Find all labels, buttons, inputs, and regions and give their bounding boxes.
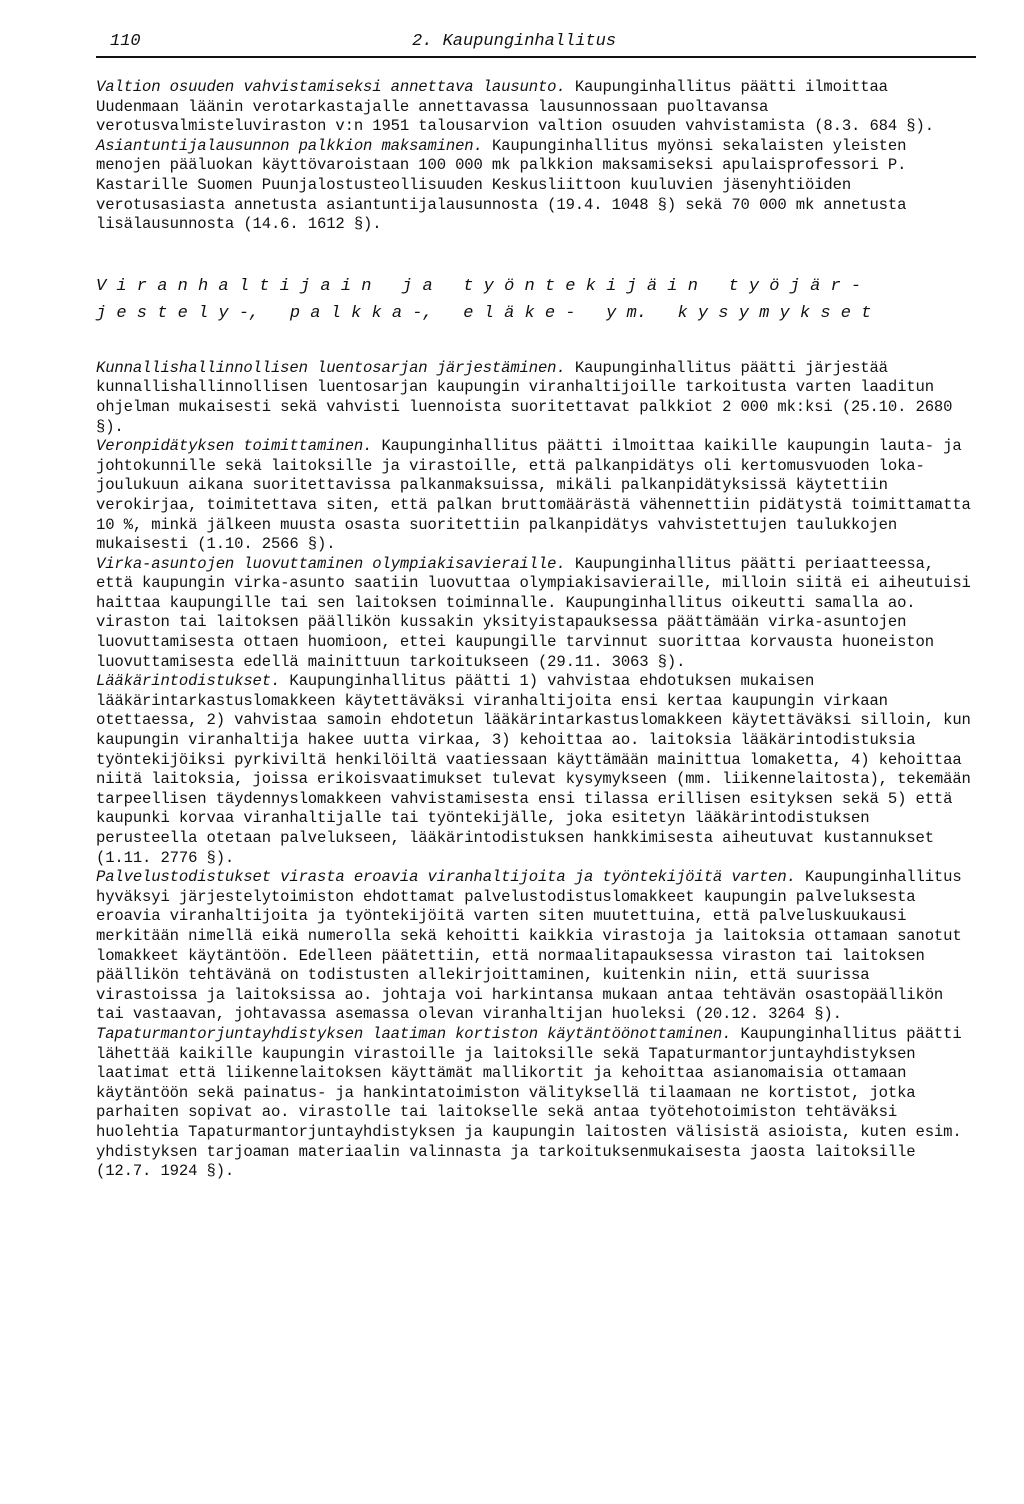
paragraph-title: Palvelustodistukset virasta eroavia viranhaltijoita ja työntekijöitä varten. <box>96 868 796 887</box>
paragraph <box>96 672 976 868</box>
section-heading-line-1: V i r a n h a l t i j a i n j a t y ö n t e k i j ä i n t y ö j ä r - <box>96 276 862 296</box>
paragraph <box>96 555 976 673</box>
paragraph-text: Kaupunginhallitus päätti järjestää kunnallishallinnollisen luentosarjan kaupungin viranhaltijoille tarkoitusta varten laaditun ohjelman mukaisesti sekä vahvisti luennoista suoritettavat palkkiot 2 000 mk:ksi (25.10. 2680 §). <box>96 358 953 436</box>
paragraph <box>96 359 976 437</box>
paragraph <box>96 868 976 1025</box>
paragraph-text: Kaupunginhallitus hyväksyi järjestelytoimiston ehdottamat palvelustodistuslomakkeet kaupungin palveluksesta eroavia viranhaltijoita ja työntekijöitä varten siten muutettuina, että palveluskuukausi merkitään nimellä eikä numerolla sekä kehoitti kaikkia virastoja ja laitoksia ottamaan sanotut lomakkeet käytäntöön. Edelleen päätettiin, että normaalitapauksessa viraston tai laitoksen päällikön tehtävänä on todistusten allekirjoittaminen, kuitenkin niin, että suurissa virastoissa ja laitoksissa ao. johtaja voi harkintansa mukaan antaa tehtävän osastopäällikön tai vastaavan, johtavassa asemassa olevan viranhaltijan huoleksi (20.12. 3264 §). <box>96 868 962 1024</box>
running-head: 2. Kaupunginhallitus <box>412 32 617 51</box>
section-heading <box>96 273 976 327</box>
page-number: 110 <box>110 32 141 51</box>
body-text <box>96 78 976 1182</box>
paragraph-text: Kaupunginhallitus päätti ilmoittaa Uudenmaan läänin verotarkastajalle annettavassa lausunnossaan puoltavansa verotusvalmisteluviraston v:n 1951 talousarvion valtion osuuden vahvistamista (8.3. 684 §). <box>96 78 934 136</box>
paragraph-title: Virka-asuntojen luovuttaminen olympiakisavieraille. <box>96 554 566 573</box>
paragraph-title: Valtion osuuden vahvistamiseksi annettava lausunto. <box>96 78 566 96</box>
paragraph-text: Kaupunginhallitus päätti ilmoittaa kaikille kaupungin lauta- ja johtokunnille sekä laitoksille ja virastoille, että palkanpidätys oli kertomusvuoden loka-joulukuun aikana suoritettavissa palkanmaksuissa, mikäli palkanpidätyksissä käytettiin verokirjaa, toimitettava siten, että palkan bruttomäärästä vähennettiin pidätystä toimittamatta 10 %, minkä jälkeen muusta osasta suoritettiin palkanpidätys vahvistettujen taulukkojen mukaisesti (1.10. 2566 §). <box>96 437 971 554</box>
paragraph-text: Kaupunginhallitus päätti lähettää kaikille kaupungin virastoille ja laitoksille sekä Tapaturmantorjuntayhdistyksen laatimat että liikennelaitoksen käyttämät mallikortit ja kehoittaa asianomaisia ottamaan käytäntöön sekä painatus- ja hankintatoimiston välityksellä tilaamaan ne kortistot, jotka parhaiten sopivat ao. virastolle tai laitokselle sekä antaa työtehotoimiston tehtäväksi huolehtia Tapaturmantorjuntayhdistyksen ja kaupungin laitosten välisistä asioista, kuten esim. yhdistyksen tarjoaman materiaalin valinnasta ja tarkoituksenmukaisesta jaosta laitoksille (12.7. 1924 §). <box>96 1024 962 1181</box>
paragraph <box>96 437 976 555</box>
document-page <box>96 30 976 1182</box>
paragraph-title: Asiantuntijalausunnon palkkion maksaminen. <box>96 136 483 155</box>
paragraph-title: Kunnallishallinnollisen luentosarjan järjestäminen. <box>96 358 566 377</box>
paragraph <box>96 78 976 137</box>
paragraph-text: Kaupunginhallitus päätti 1) vahvistaa ehdotuksen mukaisen lääkärintarkastuslomakkeen käytettäväksi viranhaltijoita ensi kertaa kaupungin virkaan otettaessa, 2) vahvistaa samoin ehdotetun lääkärintarkastuslomakkeen käytettäväksi silloin, kun kaupungin viranhaltija hakee uutta virkaa, 3) kehoittaa ao. laitoksia lääkärintodistuksia työntekijöiksi pyrkiviltä henkilöiltä vaatiessaan käyttämään mainittua lomaketta, 4) kehoittaa niitä laitoksia, joissa erikoisvaatimukset tulevat kysymykseen (mm. liikennelaitosta), tekemään tarpeellisen täydennyslomakkeen vahvistamisesta ensi tilassa erillisen esityksen sekä 5) että kaupunki korvaa viranhaltijalle tai työntekijälle, joka esitetyn lääkärintodistuksen perusteella otetaan palvelukseen, lääkärintodistuksen hankkimisesta aiheutuvat kustannukset (1.11. 2776 §). <box>96 672 971 867</box>
paragraph <box>96 1025 976 1182</box>
paragraph-title: Lääkärintodistukset. <box>96 672 281 691</box>
section-heading-line-2: j e s t e l y -, p a l k k a -, e l ä k e - y m. k y s y m y k s e t <box>96 303 872 323</box>
page-header <box>96 30 976 58</box>
paragraph <box>96 137 976 235</box>
paragraph-title: Tapaturmantorjuntayhdistyksen laatiman kortiston käytäntöönottaminen. <box>96 1024 732 1043</box>
paragraph-text: Kaupunginhallitus myönsi sekalaisten yleisten menojen pääluokan käyttövaroistaan 100 000 mk palkkion maksamiseksi apulaisprofessori P. Kastarille Suomen Puunjalostusteollisuuden Keskusliittoon kuuluvien jäsenyhtiöiden verotusasiasta annetusta asiantuntijalausunnosta (19.4. 1048 §) sekä 70 000 mk annetusta lisälausunnosta (14.6. 1612 §). <box>96 136 907 234</box>
paragraph-title: Veronpidätyksen toimittaminen. <box>96 437 373 456</box>
paragraph-text: Kaupunginhallitus päätti periaatteessa, että kaupungin virka-asunto saatiin luovuttaa olympiakisavieraille, milloin siitä ei aiheutuisi haittaa kaupungille tai sen laitoksen toiminnalle. Kaupunginhallitus oikeutti samalla ao. viraston tai laitoksen päällikön kussakin yksityistapauksessa päättämään virka-asuntojen luovuttamisesta ottaen huomioon, ettei kaupungille tarvinnut suorittaa korvausta huoneiston luovuttamisesta edellä mainittuun tarkoitukseen (29.11. 3063 §). <box>96 554 971 671</box>
